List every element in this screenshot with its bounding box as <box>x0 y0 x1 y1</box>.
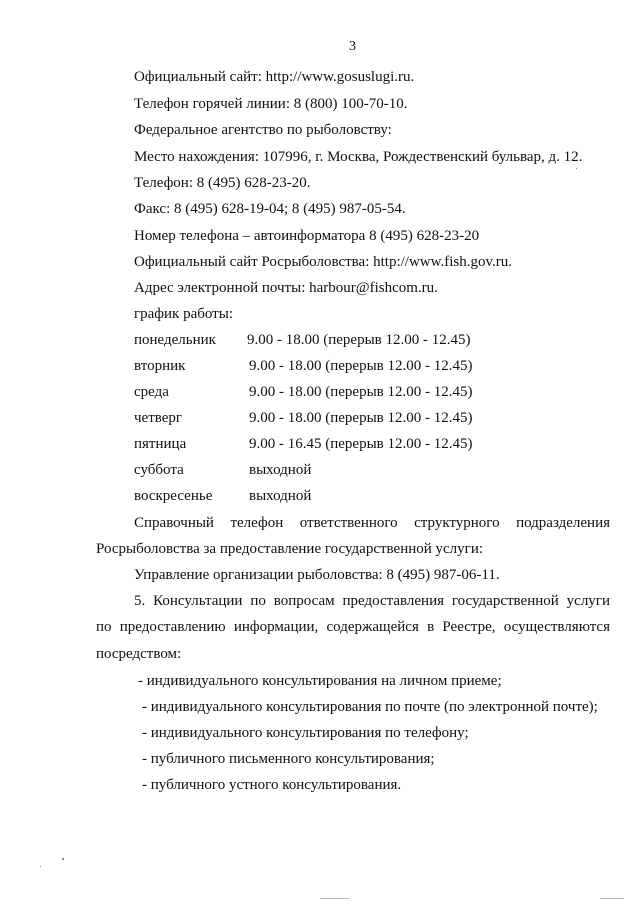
schedule-day: пятница <box>134 436 187 452</box>
schedule-day: воскресенье <box>134 488 213 504</box>
address-line: Место нахождения: 107996, г. Москва, Рождественский бульвар, д. 12. <box>134 149 583 165</box>
consultation-paragraph-line2: по предоставлению информации, содержащейся в Реестре, осуществляются <box>96 619 610 635</box>
fax-line: Факс: 8 (495) 628-19-04; 8 (495) 987-05-54. <box>134 201 406 217</box>
scan-speck <box>576 168 577 169</box>
scan-speck <box>320 898 350 899</box>
list-item: - индивидуального консультирования по почте (по электронной почте); <box>142 699 598 715</box>
schedule-hours: 9.00 - 16.45 (перерыв 12.00 - 12.45) <box>249 436 473 452</box>
department-phone-line: Управление организации рыболовства: 8 (495) 987-06-11. <box>134 567 500 583</box>
scan-speck <box>600 898 624 899</box>
official-site-line: Официальный сайт: http://www.gosuslugi.ru. <box>134 69 415 85</box>
schedule-day: среда <box>134 384 169 400</box>
autoinformer-line: Номер телефона – автоинформатора 8 (495) 628-23-20 <box>134 228 480 244</box>
scan-speck <box>40 866 41 867</box>
schedule-title: график работы: <box>134 306 233 322</box>
phone-line: Телефон: 8 (495) 628-23-20. <box>134 175 311 191</box>
consultation-paragraph-line3: посредством: <box>96 646 182 662</box>
email-line: Адрес электронной почты: harbour@fishcom.ru. <box>134 280 438 296</box>
schedule-hours: 9.00 - 18.00 (перерыв 12.00 - 12.45) <box>249 384 473 400</box>
schedule-day: четверг <box>134 410 183 426</box>
schedule-day: вторник <box>134 358 186 374</box>
schedule-hours: 9.00 - 18.00 (перерыв 12.00 - 12.45) <box>247 332 471 348</box>
schedule-hours: выходной <box>249 462 312 478</box>
page-number: 3 <box>349 39 356 54</box>
schedule-hours: 9.00 - 18.00 (перерыв 12.00 - 12.45) <box>249 410 473 426</box>
reference-paragraph-line2: Росрыболовства за предоставление государственной услуги: <box>96 541 484 557</box>
agency-heading: Федеральное агентство по рыболовству: <box>134 122 392 138</box>
list-item: - публичного устного консультирования. <box>142 777 402 793</box>
list-item: - публичного письменного консультирования; <box>142 751 435 767</box>
hotline-line: Телефон горячей линии: 8 (800) 100-70-10. <box>134 96 408 112</box>
schedule-hours: выходной <box>249 488 312 504</box>
schedule-day: понедельник <box>134 332 216 348</box>
schedule-hours: 9.00 - 18.00 (перерыв 12.00 - 12.45) <box>249 358 473 374</box>
list-item: - индивидуального консультирования на личном приеме; <box>138 673 502 689</box>
consultation-paragraph-line1: 5. Консультации по вопросам предоставления государственной услуги <box>134 593 610 609</box>
schedule-day: суббота <box>134 462 184 478</box>
list-item: - индивидуального консультирования по телефону; <box>142 725 469 741</box>
scan-speck <box>62 858 64 860</box>
agency-site-line: Официальный сайт Росрыболовства: http://www.fish.gov.ru. <box>134 254 513 270</box>
reference-paragraph-line1: Справочный телефон ответственного структурного подразделения <box>134 515 610 531</box>
